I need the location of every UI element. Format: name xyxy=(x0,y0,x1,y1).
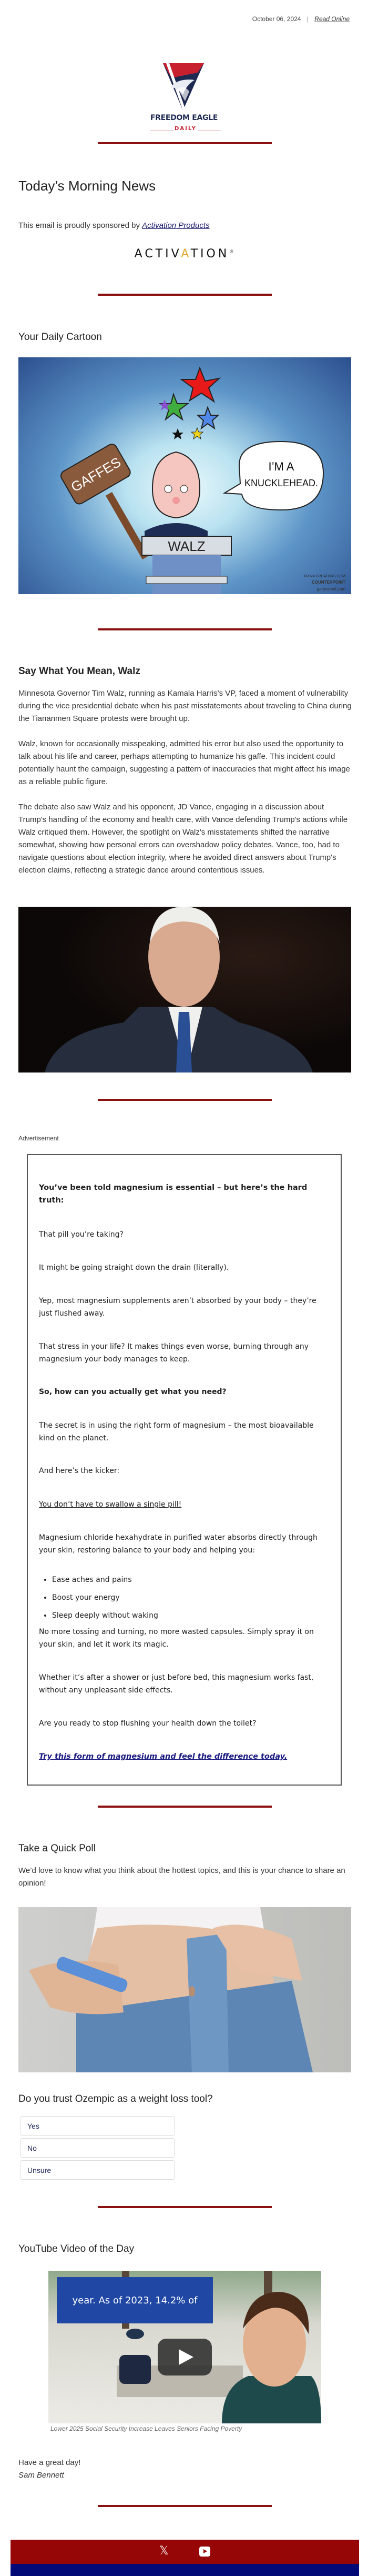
poll-heading: Take a Quick Poll xyxy=(18,1843,96,1854)
advertisement-label: Advertisement xyxy=(18,1135,59,1142)
article-paragraph: Minnesota Governor Tim Walz, running as Kamala Harris's VP, faced a moment of vulnerability during the vice presidential debate when his past misstatements about traveling to China during the Tiananmen Square protests were brought up. xyxy=(18,689,352,723)
section-divider xyxy=(98,2505,272,2507)
poll-description: We’d love to know what you think about the hottest topics, and this is your chance to share an opinion! xyxy=(18,1866,345,1888)
poll-option-unsure[interactable]: Unsure xyxy=(21,2160,175,2180)
poll-question: Do you trust Ozempic as a weight loss tool? xyxy=(18,2093,213,2104)
section-divider xyxy=(98,628,272,630)
speech-bubble xyxy=(224,442,323,510)
activation-logo-right: TION xyxy=(190,247,230,260)
ad-benefits-list xyxy=(39,1571,339,1625)
ad-paragraph: That pill you’re taking? xyxy=(39,1230,124,1239)
mallet-icon xyxy=(59,443,149,560)
svg-text:COUNTERPOINT: COUNTERPOINT xyxy=(312,580,345,585)
activation-logo-left: ACTIV xyxy=(134,247,181,260)
poll-image xyxy=(18,1907,351,2072)
cartoon-heading: Your Daily Cartoon xyxy=(18,332,102,343)
mallet-text: GAFFES xyxy=(68,454,124,495)
brand-name: FREEDOM EAGLE xyxy=(150,114,218,122)
youtube-icon[interactable] xyxy=(199,2547,210,2557)
issue-date: October 06, 2024 xyxy=(252,15,301,23)
bubble-line-1: I’M A xyxy=(268,460,294,473)
podium-text: WALZ xyxy=(168,538,206,554)
ad-paragraph: Whether it’s after a shower or just before bed, this magnesium works fast, without any unpleasant side effects. xyxy=(39,1673,314,1695)
eagle-logo-icon xyxy=(162,62,205,111)
activation-logo[interactable] xyxy=(125,247,243,260)
video-thumbnail[interactable] xyxy=(48,2271,321,2423)
section-divider xyxy=(98,294,272,296)
x-icon[interactable]: 𝕏 xyxy=(159,2544,169,2558)
ad-paragraph: That stress in your life? It makes things even worse, burning through any magnesium your body manages to keep. xyxy=(39,1342,309,1364)
video-heading: YouTube Video of the Day xyxy=(18,2243,135,2254)
ad-paragraph: Yep, most magnesium supplements aren’t absorbed by your body – they’re just flushed away. xyxy=(39,1297,316,1318)
freedom-eagle-logo[interactable] xyxy=(142,63,226,101)
footer-bottom-bar xyxy=(11,2564,359,2576)
podium xyxy=(142,536,231,594)
cartoon-credit xyxy=(304,574,346,592)
walz-photo xyxy=(18,907,351,1073)
play-button-icon[interactable] xyxy=(158,2339,212,2375)
cartoon-illustration xyxy=(18,357,351,594)
activation-logo-a: A xyxy=(181,247,191,260)
activation-logo-mark: ® xyxy=(229,249,234,254)
ad-paragraph: The secret is in using the right form of magnesium – the most bioavailable kind on the planet. xyxy=(39,1421,314,1442)
read-online-link[interactable]: Read Online xyxy=(314,15,350,23)
ad-subhead: So, how can you actually get what you need? xyxy=(39,1388,227,1396)
ad-paragraph: It might be going straight down the drain (literally). xyxy=(39,1264,229,1272)
poll-option-yes[interactable]: Yes xyxy=(21,2116,175,2136)
sponsor-prefix: This email is proudly sponsored by xyxy=(18,221,142,230)
ad-paragraph: And here’s the kicker: xyxy=(39,1467,120,1475)
footer-social-bar xyxy=(11,2540,359,2564)
svg-text:garyvarvel.com: garyvarvel.com xyxy=(316,587,345,592)
ad-paragraph: Magnesium chloride hexahydrate in purified water absorbs directly through your skin, restoring balance to your body and helping you: xyxy=(39,1533,318,1555)
bubble-line-2: KNUCKLEHEAD. xyxy=(244,478,319,488)
stars-icon xyxy=(159,368,219,439)
article-heading: Say What You Mean, Walz xyxy=(18,666,140,677)
sponsor-link[interactable]: Activation Products xyxy=(142,221,210,230)
header-separator: | xyxy=(306,15,309,23)
ad-benefit-item: • Sleep deeply without waking xyxy=(52,1607,339,1625)
video-overlay-text: year. As of 2023, 14.2% of xyxy=(72,2295,198,2306)
brand-sub: DAILY xyxy=(173,126,198,132)
section-divider xyxy=(98,142,272,144)
poll-option-no[interactable]: No xyxy=(21,2138,175,2158)
daily-cartoon-image[interactable] xyxy=(18,357,351,594)
header-meta xyxy=(252,15,350,23)
advertisement-box xyxy=(27,1154,342,1786)
ad-headline: You’ve been told magnesium is essential – but here’s the hard truth: xyxy=(39,1184,308,1205)
ad-benefit-item: • Ease aches and pains xyxy=(52,1571,339,1589)
ad-benefit-item: • Boost your energy xyxy=(52,1589,339,1607)
section-divider xyxy=(98,1806,272,1808)
svg-text:©2024 CREATORS.COM: ©2024 CREATORS.COM xyxy=(303,575,345,578)
article-paragraph: The debate also saw Walz and his opponent, JD Vance, engaging in a discussion about Trump's handling of the economy and health care, with Vance defending Trump's actions while Walz critiqued them. However, the spotlight on Walz's misstatements shifted the narrative somewhat, showing how personal errors can overshadow policy debates. Vance, too, had to navigate questions about election integrity, where he avoided direct answers about Trump's election claims, reflecting a strategic dance around contentious issues. xyxy=(18,803,348,875)
signoff-name: Sam Bennett xyxy=(18,2471,64,2480)
ad-paragraph: No more tossing and turning, no more wasted capsules. Simply spray it on your skin, and let it work its magic. xyxy=(39,1628,314,1649)
ad-no-pill-link[interactable]: You don’t have to swallow a single pill! xyxy=(39,1500,182,1509)
page-title: Today’s Morning News xyxy=(18,178,156,194)
ad-paragraph: Are you ready to stop flushing your health down the toilet? xyxy=(39,1719,257,1728)
signoff-greeting: Have a great day! xyxy=(18,2458,81,2467)
article-paragraph: Walz, known for occasionally misspeaking, admitted his error but also used the opportunity to talk about his life and career, perhaps attempting to humanize his gaffe. This incident could potentially haunt the campaign, suggesting a pattern of inaccuracies that might affect his image as a reliable public figure. xyxy=(18,739,350,786)
video-caption: Lower 2025 Social Security Increase Leaves Seniors Facing Poverty xyxy=(50,2425,242,2432)
sponsor-line xyxy=(18,221,210,230)
section-divider xyxy=(98,2206,272,2208)
section-divider xyxy=(98,1099,272,1101)
ad-cta-link[interactable]: Try this form of magnesium and feel the difference today. xyxy=(39,1752,288,1761)
